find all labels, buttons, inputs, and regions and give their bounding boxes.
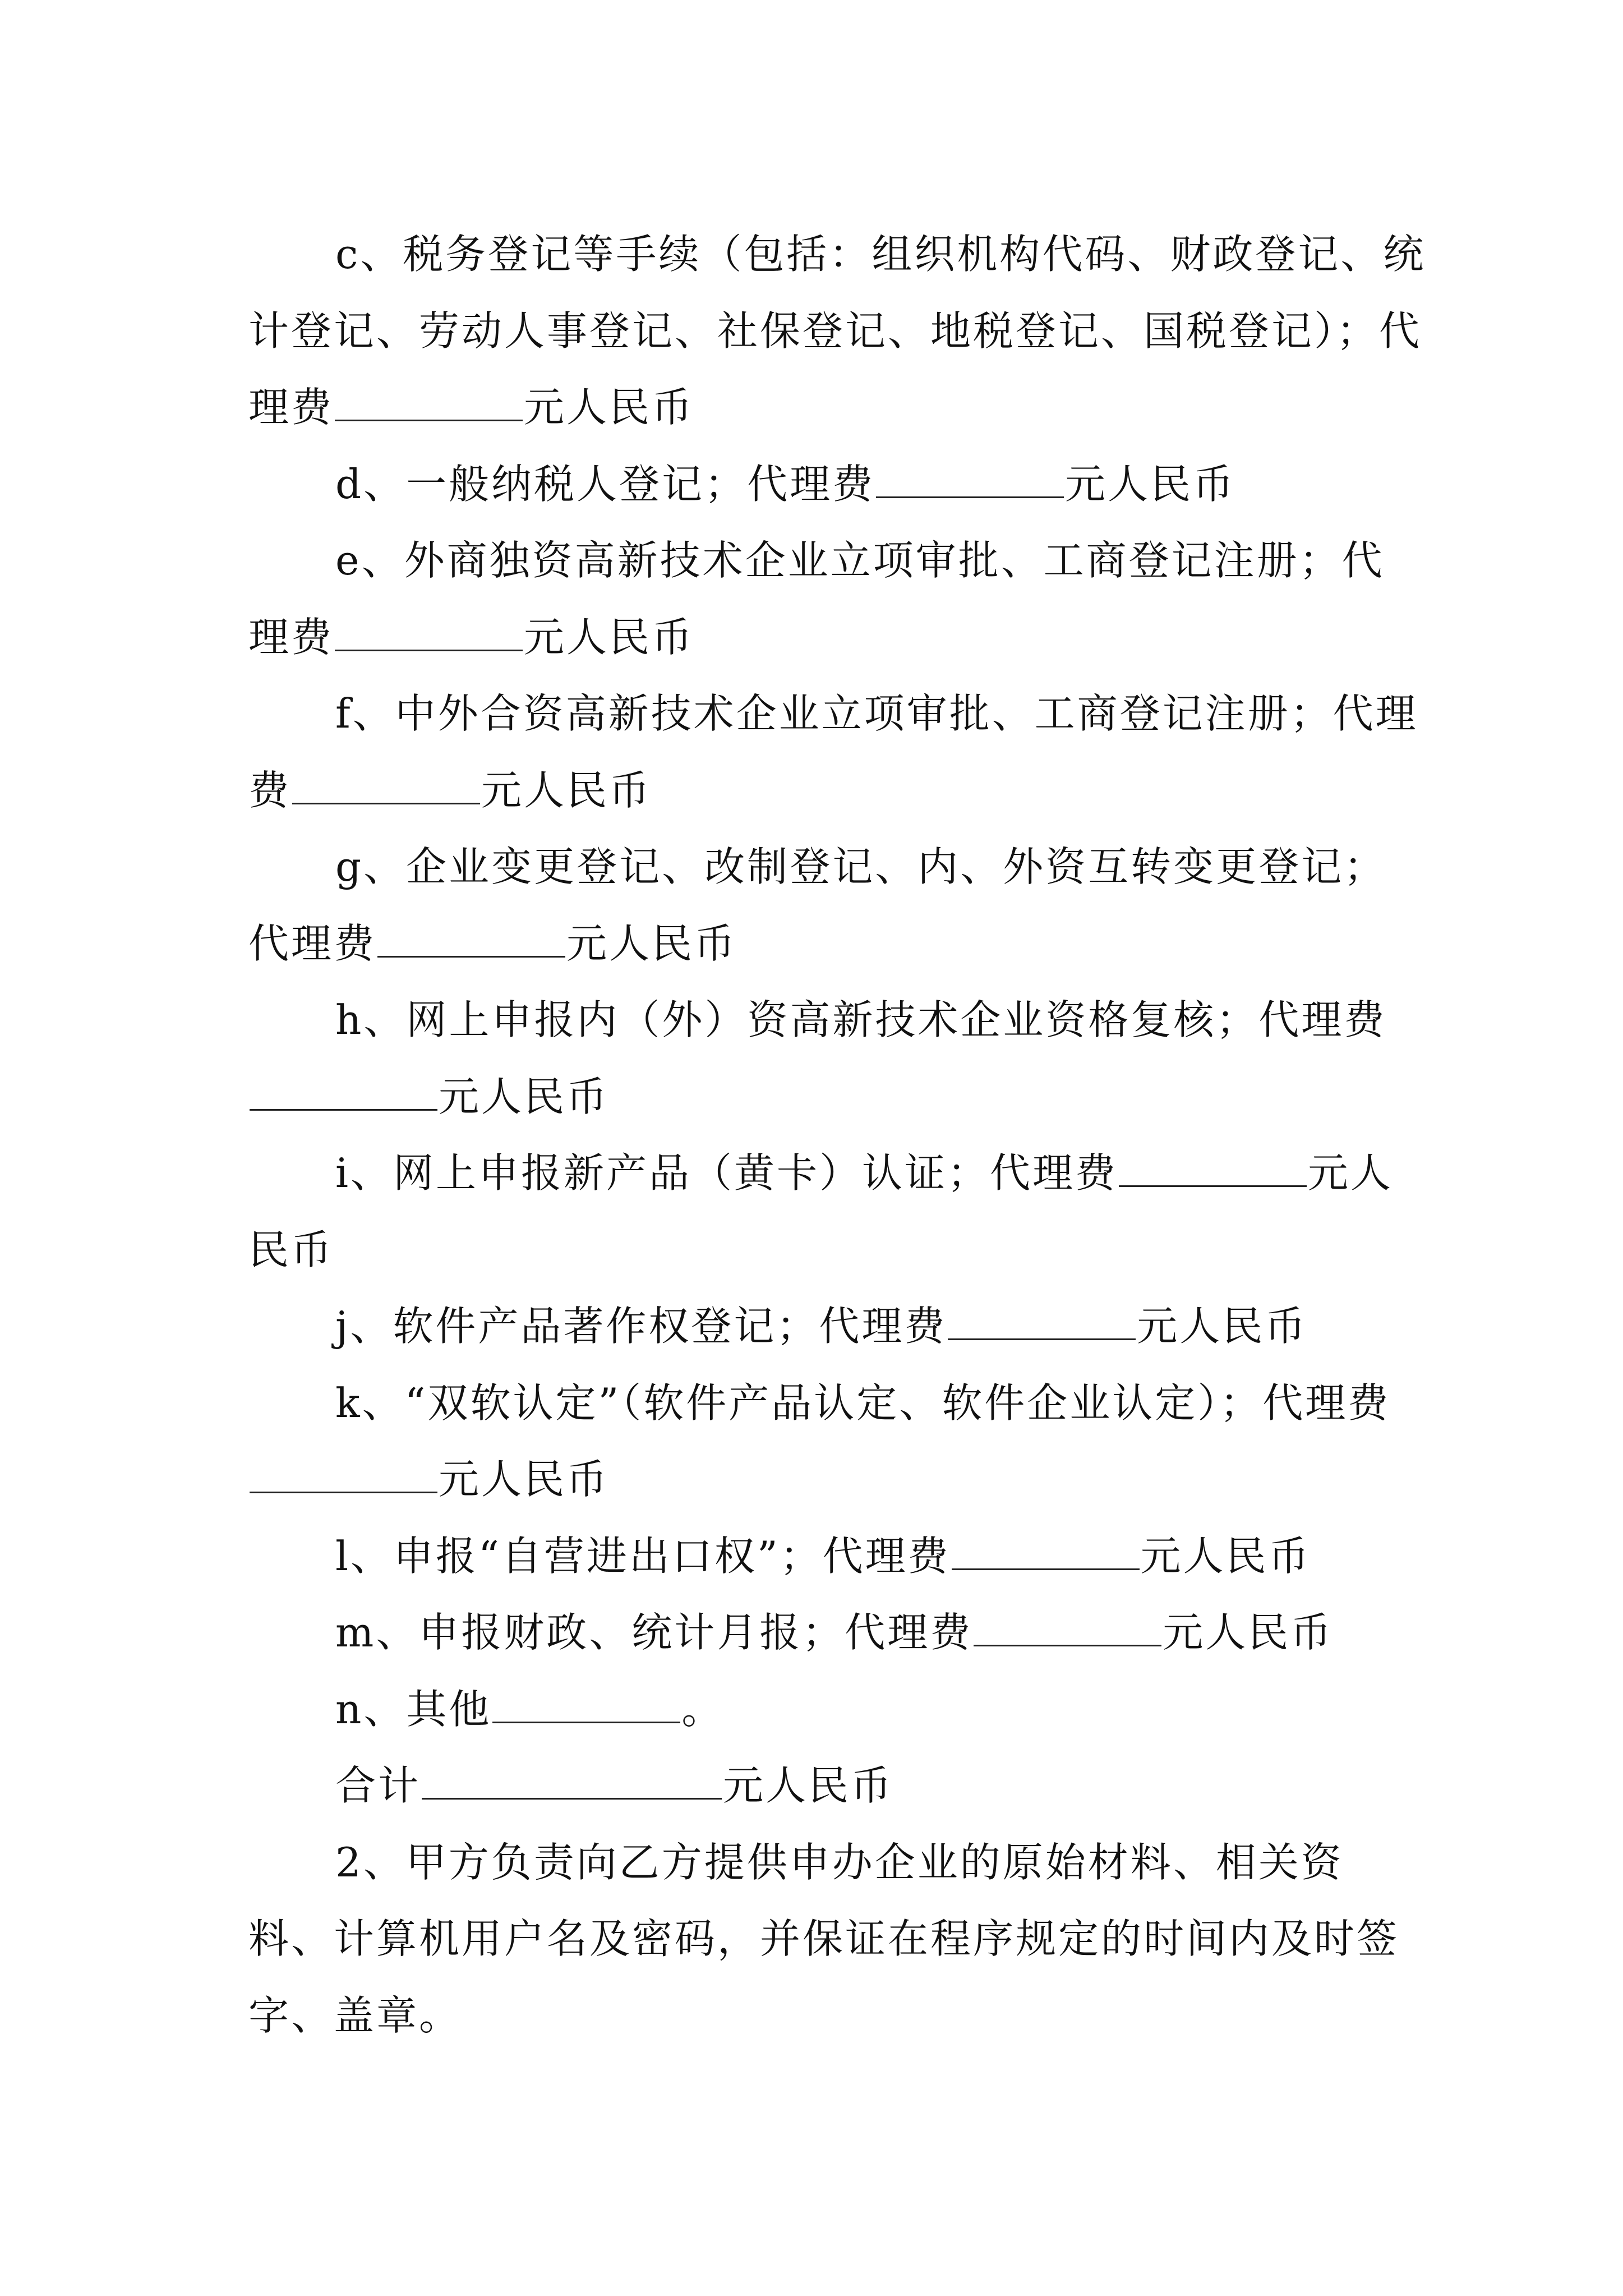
item-g-text: g、企业变更登记、改制登记、内、外资互转变更登记；代理费: [248, 843, 1387, 967]
fee-blank: [952, 1535, 1140, 1570]
item-k-unit: 元人民币: [439, 1456, 610, 1503]
fee-blank: [335, 386, 523, 421]
item-k-text: k、“双软认定”（软件产品认定、软件企业认定）；代理费: [335, 1379, 1391, 1427]
total-unit: 元人民币: [723, 1762, 894, 1809]
item-g: [248, 829, 1426, 982]
item-h: [248, 982, 1426, 1135]
other-blank: [492, 1688, 680, 1723]
fee-blank: [948, 1305, 1136, 1340]
clause-2-text: 2、甲方负责向乙方提供申办企业的原始材料、相关资料、计算机用户名及密码，并保证在程序规定的时间内及时签字、盖章。: [248, 1838, 1400, 2039]
item-c-unit: 元人民币: [524, 384, 695, 431]
item-i-text: i、网上申报新产品（黄卡）认证；代理费: [335, 1149, 1118, 1197]
item-c: [248, 216, 1426, 446]
item-m: [248, 1594, 1426, 1671]
item-m-unit: 元人民币: [1163, 1609, 1334, 1656]
item-j: [248, 1288, 1426, 1365]
item-f: [248, 675, 1426, 829]
fee-blank: [292, 769, 480, 804]
item-l: [248, 1518, 1426, 1595]
item-e: [248, 522, 1426, 675]
item-j-text: j、软件产品著作权登记；代理费: [335, 1303, 947, 1350]
fee-blank: [974, 1611, 1161, 1646]
item-m-text: m、申报财政、统计月报；代理费: [335, 1609, 973, 1656]
fee-blank: [1119, 1152, 1307, 1187]
item-d: [248, 446, 1426, 523]
fee-blank: [876, 463, 1064, 498]
item-d-unit: 元人民币: [1065, 460, 1236, 508]
item-l-unit: 元人民币: [1140, 1532, 1311, 1580]
total-line: [248, 1747, 1426, 1824]
item-n-end: 。: [681, 1685, 725, 1733]
item-k: [248, 1365, 1426, 1518]
item-d-text: d、一般纳税人登记；代理费: [335, 460, 875, 508]
item-g-unit: 元人民币: [566, 919, 737, 967]
total-label: 合计: [335, 1762, 421, 1809]
item-i: [248, 1135, 1426, 1288]
item-f-unit: 元人民币: [481, 766, 652, 814]
fee-blank: [377, 922, 565, 958]
clause-2: [248, 1824, 1426, 2054]
item-h-unit: 元人民币: [439, 1073, 610, 1120]
item-i-unit: 元人民币: [248, 1149, 1394, 1273]
fee-blank: [250, 1458, 437, 1493]
item-e-text: e、外商独资高新技术企业立项审批、工商登记注册；代理费: [248, 537, 1385, 661]
item-f-text: f、中外合资高新技术企业立项审批、工商登记注册；代理费: [248, 690, 1418, 814]
item-j-unit: 元人民币: [1137, 1303, 1308, 1350]
total-blank: [422, 1764, 722, 1800]
item-n: [248, 1671, 1426, 1748]
fee-blank: [250, 1075, 437, 1111]
document-body: [248, 216, 1426, 2054]
item-h-text: h、网上申报内（外）资高新技术企业资格复核；代理费: [335, 996, 1387, 1043]
item-l-text: l、申报“自营进出口权”；代理费: [335, 1532, 951, 1580]
item-e-unit: 元人民币: [524, 613, 695, 661]
item-n-text: n、其他: [335, 1685, 492, 1733]
item-c-text: c、税务登记等手续（包括：组织机构代码、财政登记、统计登记、劳动人事登记、社保登记、地税登记、国税登记）；代理费: [248, 231, 1426, 431]
fee-blank: [335, 616, 523, 651]
